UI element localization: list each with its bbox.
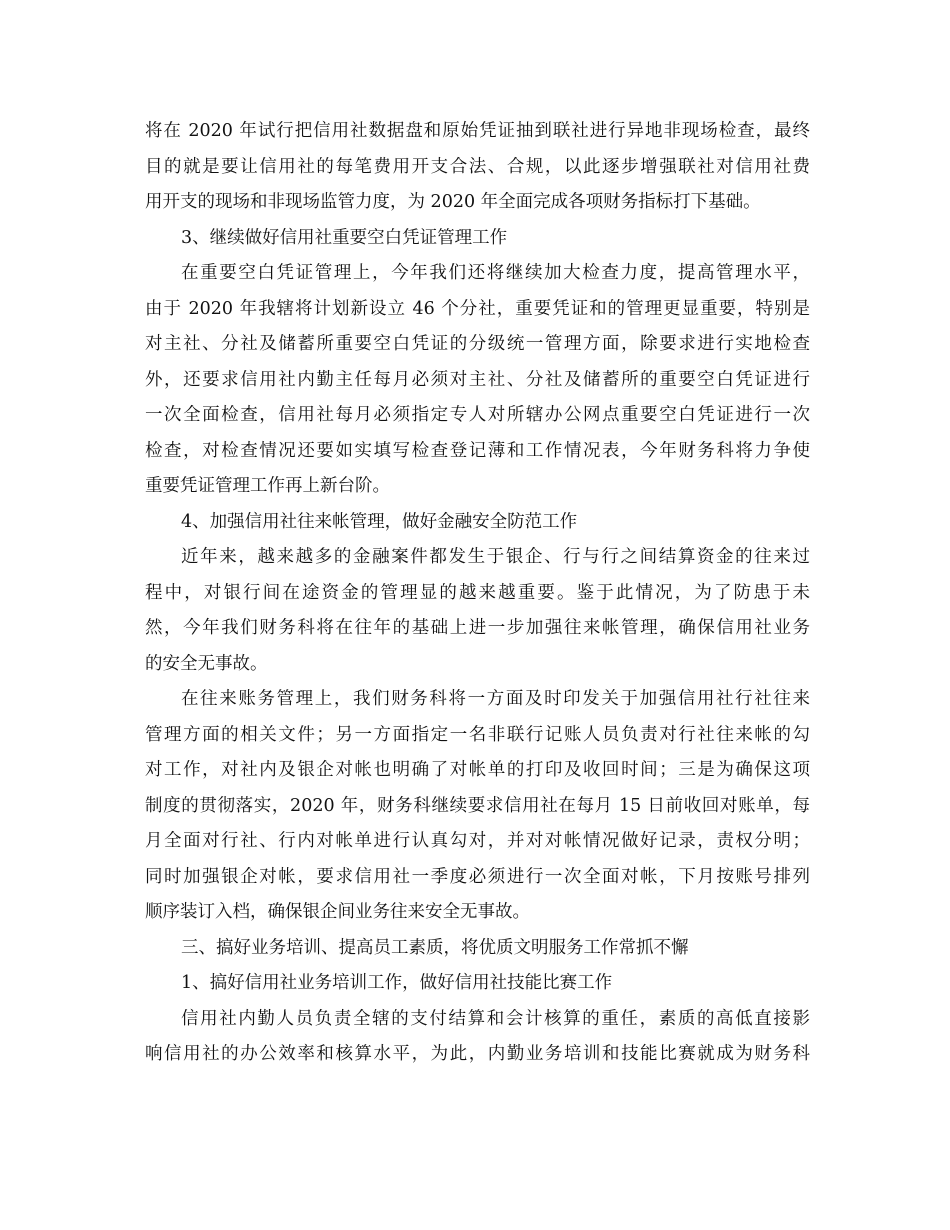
text-line: 管理方面的相关文件；另一方面指定一名非联行记账人员负责对行社往来帐的勾 (145, 724, 810, 745)
text-line: 外，还要求信用社内勤主任每月必须对主社、分社及储蓄所的重要空白凭证进行 (145, 369, 810, 390)
paragraph-financial-cases (145, 540, 810, 682)
section-heading-4 (145, 505, 810, 541)
text-line: 4、加强信用社往来帐管理，做好金融安全防范工作 (181, 511, 578, 532)
text-line: 信用社内勤人员负责全辖的支付结算和会计核算的重任，素质的高低直接影 (181, 1008, 810, 1029)
text-line: 近年来，越来越多的金融案件都发生于银企、行与行之间结算资金的往来过 (181, 547, 810, 567)
text-line: 1、搞好信用社业务培训工作，做好信用社技能比赛工作 (181, 973, 613, 993)
paragraph-interbank-accounts (145, 682, 810, 931)
text-line: 用开支的现场和非现场监管力度，为 2020 年全面完成各项财务指标打下基础。 (145, 192, 761, 212)
paragraph-fee-inspection (145, 114, 810, 221)
text-line: 目的就是要让信用社的每笔费用开支合法、合规，以此逐步增强联社对信用社费 (145, 156, 810, 177)
section-heading-3 (145, 221, 810, 257)
text-line: 由于 2020 年我辖将计划新设立 46 个分社，重要凭证和的管理更显重要，特别是 (145, 298, 810, 319)
text-line: 检查，对检查情况还要如实填写检查登记薄和工作情况表，今年财务科将力争使 (145, 440, 810, 461)
text-line: 然，今年我们财务科将在往年的基础上进一步加强往来帐管理，确保信用社业务 (145, 618, 810, 638)
text-line: 制度的贯彻落实，2020 年，财务科继续要求信用社在每月 15 日前收回对账单，每 (145, 795, 810, 816)
text-line: 的安全无事故。 (145, 653, 268, 674)
text-line: 三、搞好业务培训、提高员工素质，将优质文明服务工作常抓不懈 (181, 937, 689, 958)
paragraph-staff-training (145, 1002, 810, 1073)
text-line: 程中，对银行间在途资金的管理显的越来越重要。鉴于此情况，为了防患于未 (145, 582, 810, 603)
text-line: 响信用社的办公效率和核算水平，为此，内勤业务培训和技能比赛就成为财务科 (145, 1044, 810, 1064)
paragraph-blank-voucher-management (145, 256, 810, 505)
text-line: 月全面对行社、行内对帐单进行认真勾对，并对对帐情况做好记录，责权分明； (145, 831, 810, 851)
document-body (145, 114, 810, 1073)
text-line: 对主社、分社及储蓄所重要空白凭证的分级统一管理方面，除要求进行实地检查 (145, 334, 810, 354)
text-line: 在往来账务管理上，我们财务科将一方面及时印发关于加强信用社行社往来 (181, 689, 810, 709)
text-line: 在重要空白凭证管理上，今年我们还将继续加大检查力度，提高管理水平， (181, 263, 810, 283)
text-line: 一次全面检查，信用社每月必须指定专人对所辖办公网点重要空白凭证进行一次 (145, 405, 810, 425)
text-line: 重要凭证管理工作再上新台阶。 (145, 476, 390, 496)
text-line: 顺序装订入档，确保银企间业务往来安全无事故。 (145, 902, 530, 922)
text-line: 对工作，对社内及银企对帐也明确了对帐单的打印及收回时间；三是为确保这项 (145, 760, 810, 780)
text-line: 3、继续做好信用社重要空白凭证管理工作 (181, 227, 508, 248)
text-line: 同时加强银企对帐，要求信用社一季度必须进行一次全面对帐，下月按账号排列 (145, 866, 810, 887)
section-heading-three (145, 931, 810, 967)
section-heading-1 (145, 966, 810, 1002)
text-line: 将在 2020 年试行把信用社数据盘和原始凭证抽到联社进行异地非现场检查，最终 (145, 121, 810, 141)
